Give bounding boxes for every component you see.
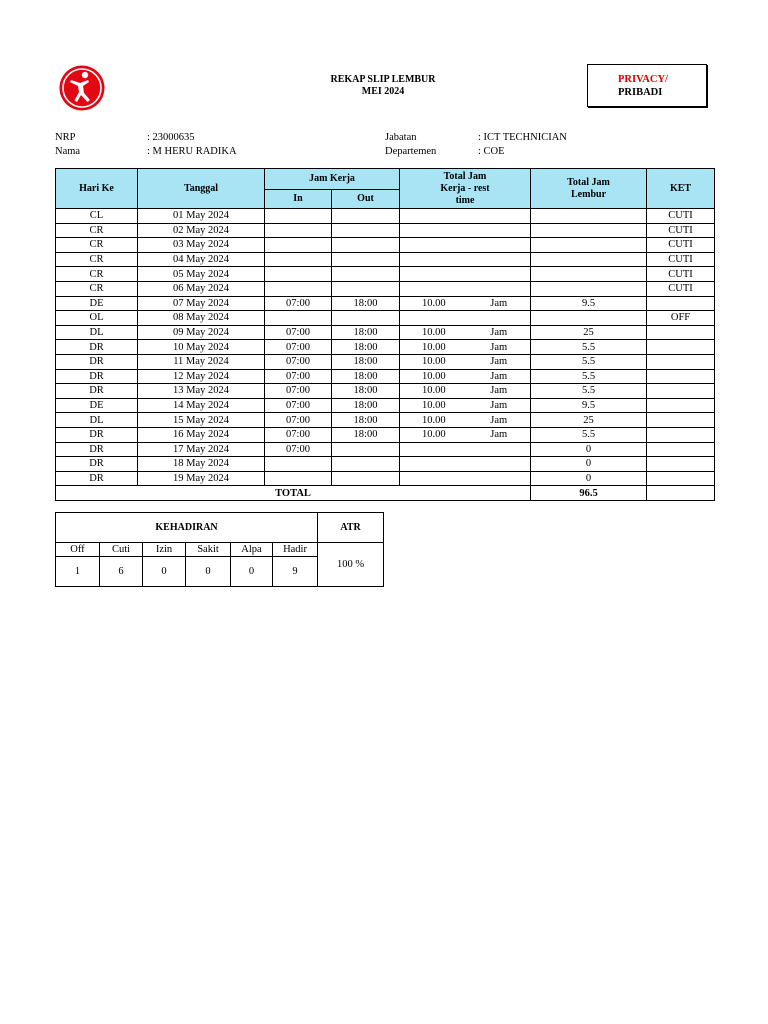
cell-tanggal: 04 May 2024 (138, 252, 265, 267)
att-value-alpa: 0 (231, 557, 273, 587)
cell-in: 07:00 (265, 369, 332, 384)
cell-hari-ke: CR (56, 223, 138, 238)
cell-out: 18:00 (332, 325, 400, 340)
cell-tanggal: 11 May 2024 (138, 354, 265, 369)
cell-total-jam-lembur (531, 209, 647, 224)
table-row (56, 457, 715, 472)
cell-ket (647, 457, 715, 472)
cell-unit (468, 281, 531, 296)
cell-total-jam-kerja (400, 238, 468, 253)
cell-out (332, 311, 400, 326)
cell-ket: CUTI (647, 223, 715, 238)
cell-total-jam-kerja (400, 267, 468, 282)
cell-hari-ke: DR (56, 471, 138, 486)
cell-unit: Jam (468, 369, 531, 384)
cell-unit: Jam (468, 398, 531, 413)
cell-hari-ke: DR (56, 384, 138, 399)
table-row (56, 223, 715, 238)
attendance-table (55, 512, 384, 587)
pribadi-label: PRIBADI (618, 87, 663, 98)
cell-total-jam-lembur: 0 (531, 442, 647, 457)
cell-in: 07:00 (265, 325, 332, 340)
header-ket: KET (647, 169, 715, 209)
header-tanggal: Tanggal (138, 169, 265, 209)
cell-unit (468, 471, 531, 486)
cell-unit: Jam (468, 384, 531, 399)
jabatan-label: Jabatan (385, 132, 417, 143)
cell-unit (468, 223, 531, 238)
table-row (56, 354, 715, 369)
cell-out: 18:00 (332, 296, 400, 311)
total-label: TOTAL (56, 486, 531, 501)
cell-hari-ke: CR (56, 252, 138, 267)
cell-unit (468, 252, 531, 267)
cell-out (332, 223, 400, 238)
table-row (56, 471, 715, 486)
table-row (56, 384, 715, 399)
cell-in (265, 238, 332, 253)
cell-total-jam-lembur (531, 311, 647, 326)
cell-in (265, 267, 332, 282)
cell-ket: OFF (647, 311, 715, 326)
cell-total-jam-lembur: 5.5 (531, 369, 647, 384)
header-out: Out (332, 190, 400, 209)
att-label-alpa: Alpa (231, 543, 273, 557)
cell-total-jam-kerja: 10.00 (400, 325, 468, 340)
cell-out: 18:00 (332, 384, 400, 399)
att-label-hadir: Hadir (273, 543, 318, 557)
cell-in: 07:00 (265, 354, 332, 369)
overtime-table (55, 168, 715, 501)
cell-ket: CUTI (647, 252, 715, 267)
cell-in: 07:00 (265, 384, 332, 399)
cell-in (265, 223, 332, 238)
cell-tanggal: 07 May 2024 (138, 296, 265, 311)
cell-ket (647, 442, 715, 457)
att-label-izin: Izin (143, 543, 186, 557)
cell-out (332, 281, 400, 296)
table-row (56, 413, 715, 428)
att-value-off: 1 (56, 557, 100, 587)
departemen-label: Departemen (385, 146, 437, 157)
att-label-sakit: Sakit (186, 543, 231, 557)
cell-hari-ke: DR (56, 369, 138, 384)
company-logo (58, 64, 106, 112)
cell-total-jam-kerja (400, 471, 468, 486)
cell-total-jam-kerja: 10.00 (400, 427, 468, 442)
cell-out: 18:00 (332, 354, 400, 369)
header-jam-kerja: Jam Kerja (265, 169, 400, 190)
header-total-jam-lembur: Total Jam Lembur (531, 169, 647, 209)
cell-total-jam-lembur: 0 (531, 471, 647, 486)
cell-hari-ke: CR (56, 267, 138, 282)
att-label-off: Off (56, 543, 100, 557)
table-row (56, 311, 715, 326)
cell-out (332, 442, 400, 457)
cell-hari-ke: CL (56, 209, 138, 224)
atr-title: ATR (318, 513, 384, 543)
privacy-label: PRIVACY/ (618, 74, 668, 85)
cell-out: 18:00 (332, 340, 400, 355)
att-label-cuti: Cuti (100, 543, 143, 557)
cell-ket (647, 354, 715, 369)
header-hari-ke: Hari Ke (56, 169, 138, 209)
cell-unit (468, 238, 531, 253)
cell-tanggal: 12 May 2024 (138, 369, 265, 384)
cell-total-jam-lembur: 25 (531, 413, 647, 428)
cell-tanggal: 14 May 2024 (138, 398, 265, 413)
cell-ket: CUTI (647, 281, 715, 296)
header-in: In (265, 190, 332, 209)
cell-tanggal: 15 May 2024 (138, 413, 265, 428)
table-row (56, 252, 715, 267)
nrp-label: NRP (55, 132, 76, 143)
cell-total-jam-lembur: 0 (531, 457, 647, 472)
cell-total-jam-kerja: 10.00 (400, 369, 468, 384)
cell-out (332, 252, 400, 267)
cell-tanggal: 16 May 2024 (138, 427, 265, 442)
cell-total-jam-lembur (531, 223, 647, 238)
cell-hari-ke: DE (56, 296, 138, 311)
cell-tanggal: 02 May 2024 (138, 223, 265, 238)
cell-unit (468, 442, 531, 457)
cell-total-jam-lembur (531, 252, 647, 267)
cell-tanggal: 17 May 2024 (138, 442, 265, 457)
header-total-jam-kerja: Total Jam Kerja - rest time (400, 169, 531, 209)
cell-unit (468, 267, 531, 282)
cell-out: 18:00 (332, 427, 400, 442)
cell-in (265, 311, 332, 326)
cell-hari-ke: DR (56, 340, 138, 355)
cell-hari-ke: DR (56, 354, 138, 369)
cell-ket: CUTI (647, 238, 715, 253)
cell-in: 07:00 (265, 427, 332, 442)
cell-tanggal: 13 May 2024 (138, 384, 265, 399)
cell-total-jam-lembur (531, 281, 647, 296)
cell-ket (647, 384, 715, 399)
cell-hari-ke: CR (56, 281, 138, 296)
cell-tanggal: 10 May 2024 (138, 340, 265, 355)
document-title (300, 74, 466, 98)
table-row (56, 267, 715, 282)
cell-out: 18:00 (332, 398, 400, 413)
cell-total-jam-kerja: 10.00 (400, 398, 468, 413)
cell-in: 07:00 (265, 442, 332, 457)
cell-out: 18:00 (332, 369, 400, 384)
cell-total-jam-kerja: 10.00 (400, 413, 468, 428)
table-row (56, 209, 715, 224)
total-row (56, 486, 715, 501)
cell-hari-ke: DL (56, 325, 138, 340)
cell-tanggal: 01 May 2024 (138, 209, 265, 224)
cell-unit (468, 209, 531, 224)
table-row (56, 369, 715, 384)
cell-unit (468, 311, 531, 326)
cell-tanggal: 09 May 2024 (138, 325, 265, 340)
cell-total-jam-kerja: 10.00 (400, 354, 468, 369)
atr-value: 100 % (318, 543, 384, 587)
cell-out (332, 267, 400, 282)
cell-out: 18:00 (332, 413, 400, 428)
cell-total-jam-kerja: 10.00 (400, 340, 468, 355)
cell-tanggal: 19 May 2024 (138, 471, 265, 486)
cell-hari-ke: DR (56, 442, 138, 457)
cell-in: 07:00 (265, 340, 332, 355)
cell-tanggal: 18 May 2024 (138, 457, 265, 472)
total-value: 96.5 (531, 486, 647, 501)
cell-total-jam-kerja (400, 457, 468, 472)
jabatan-value: : ICT TECHNICIAN (478, 132, 567, 143)
cell-tanggal: 06 May 2024 (138, 281, 265, 296)
cell-unit: Jam (468, 340, 531, 355)
cell-tanggal: 05 May 2024 (138, 267, 265, 282)
att-value-izin: 0 (143, 557, 186, 587)
cell-in (265, 471, 332, 486)
cell-total-jam-kerja: 10.00 (400, 296, 468, 311)
cell-in (265, 209, 332, 224)
table-row (56, 427, 715, 442)
table-row (56, 442, 715, 457)
total-ket (647, 486, 715, 501)
cell-total-jam-kerja (400, 209, 468, 224)
cell-ket (647, 369, 715, 384)
title-line-2: MEI 2024 (361, 86, 405, 97)
cell-ket (647, 413, 715, 428)
table-row (56, 340, 715, 355)
cell-ket (647, 471, 715, 486)
table-row (56, 398, 715, 413)
att-value-cuti: 6 (100, 557, 143, 587)
cell-ket (647, 427, 715, 442)
table-row (56, 325, 715, 340)
cell-in: 07:00 (265, 398, 332, 413)
cell-total-jam-lembur: 9.5 (531, 296, 647, 311)
cell-hari-ke: OL (56, 311, 138, 326)
cell-unit: Jam (468, 354, 531, 369)
cell-unit (468, 457, 531, 472)
cell-tanggal: 08 May 2024 (138, 311, 265, 326)
cell-total-jam-lembur (531, 267, 647, 282)
cell-out (332, 238, 400, 253)
cell-total-jam-lembur: 25 (531, 325, 647, 340)
cell-unit: Jam (468, 413, 531, 428)
table-row (56, 281, 715, 296)
cell-total-jam-kerja (400, 442, 468, 457)
cell-ket: CUTI (647, 209, 715, 224)
cell-hari-ke: DR (56, 427, 138, 442)
cell-ket (647, 296, 715, 311)
cell-ket (647, 340, 715, 355)
cell-in (265, 252, 332, 267)
table-row (56, 296, 715, 311)
cell-total-jam-lembur: 5.5 (531, 340, 647, 355)
cell-hari-ke: DL (56, 413, 138, 428)
title-line-1: REKAP SLIP LEMBUR (330, 74, 436, 85)
att-value-sakit: 0 (186, 557, 231, 587)
cell-unit: Jam (468, 325, 531, 340)
cell-total-jam-lembur: 5.5 (531, 354, 647, 369)
cell-out (332, 471, 400, 486)
cell-total-jam-kerja (400, 281, 468, 296)
cell-total-jam-lembur: 9.5 (531, 398, 647, 413)
cell-out (332, 209, 400, 224)
cell-total-jam-lembur (531, 238, 647, 253)
kehadiran-title: KEHADIRAN (56, 513, 318, 543)
cell-unit: Jam (468, 296, 531, 311)
cell-out (332, 457, 400, 472)
cell-tanggal: 03 May 2024 (138, 238, 265, 253)
cell-hari-ke: DR (56, 457, 138, 472)
cell-total-jam-kerja: 10.00 (400, 384, 468, 399)
cell-total-jam-lembur: 5.5 (531, 384, 647, 399)
cell-ket (647, 325, 715, 340)
cell-unit: Jam (468, 427, 531, 442)
nrp-value: : 23000635 (147, 132, 195, 143)
nama-label: Nama (55, 146, 81, 157)
cell-total-jam-lembur: 5.5 (531, 427, 647, 442)
cell-in (265, 457, 332, 472)
cell-in (265, 281, 332, 296)
table-row (56, 238, 715, 253)
cell-hari-ke: DE (56, 398, 138, 413)
cell-total-jam-kerja (400, 252, 468, 267)
privacy-box (587, 64, 707, 107)
cell-total-jam-kerja (400, 311, 468, 326)
departemen-value: : COE (478, 146, 505, 157)
cell-hari-ke: CR (56, 238, 138, 253)
cell-ket: CUTI (647, 267, 715, 282)
cell-ket (647, 398, 715, 413)
cell-total-jam-kerja (400, 223, 468, 238)
att-value-hadir: 9 (273, 557, 318, 587)
cell-in: 07:00 (265, 413, 332, 428)
cell-in: 07:00 (265, 296, 332, 311)
nama-value: : M HERU RADIKA (147, 146, 237, 157)
